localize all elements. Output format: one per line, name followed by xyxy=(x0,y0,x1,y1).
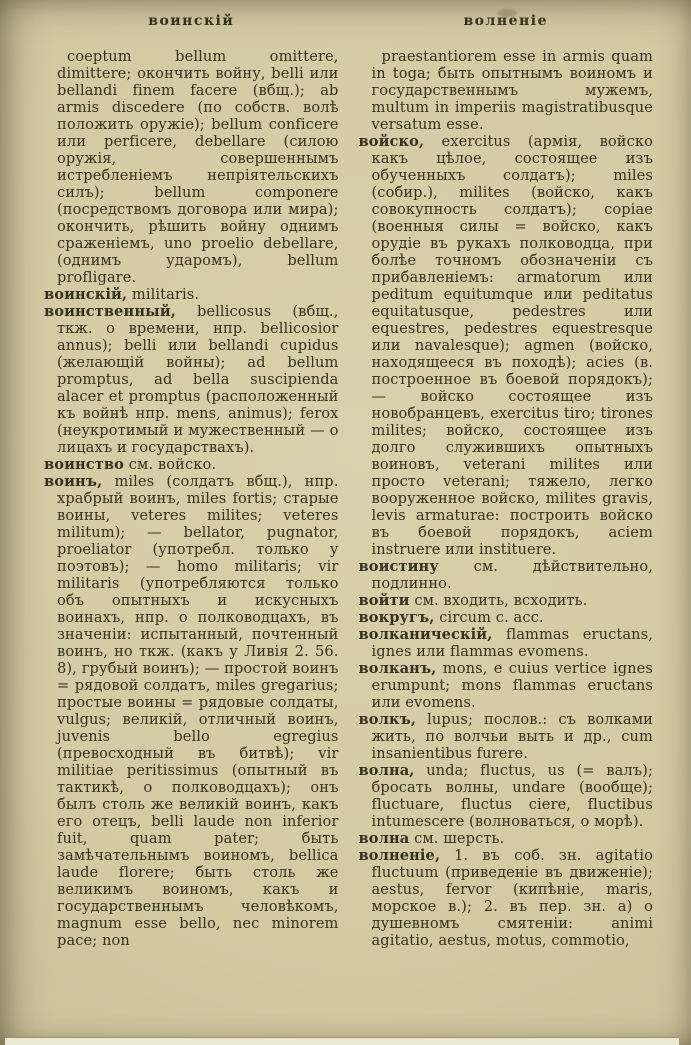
headword: войско, xyxy=(358,133,425,150)
dictionary-entry xyxy=(359,133,654,558)
dictionary-entry xyxy=(359,660,654,711)
entry-text: mons, e cuius vertice ignes erumpunt; mons flammas eructans или evomens. xyxy=(371,660,653,711)
column-right xyxy=(359,48,654,949)
running-heads xyxy=(0,0,691,29)
entry-text: см. дѣйствительно, подлинно. xyxy=(371,558,653,592)
entry-continuation xyxy=(359,48,654,133)
dictionary-entry xyxy=(44,286,339,303)
dictionary-entry xyxy=(359,711,654,762)
headword: волканъ, xyxy=(358,660,437,677)
headword: волненіе, xyxy=(358,847,441,864)
entry-text: см. шерсть. xyxy=(414,830,505,847)
dictionary-entry xyxy=(44,456,339,473)
entry-text: unda; fluctus, us (= валъ); бросать волны, undare (вообще); fluctuare, fluctus ciere, fluctibus intumescere (волноваться, о морѣ). xyxy=(371,762,653,830)
running-head-left: воинскій xyxy=(148,13,235,29)
entry-text: praestantiorem esse in armis quam in toga; быть опытнымъ воиномъ и государственнымъ мужемъ, multum in imperiis magistratibusque versatum esse. xyxy=(371,48,653,133)
dictionary-entry xyxy=(359,762,654,830)
entry-text: flammas eructans, ignes или flammas evomens. xyxy=(371,626,653,660)
headword: волна, xyxy=(358,762,415,779)
entry-text: militaris. xyxy=(131,286,200,303)
entry-text: miles (солдатъ вбщ.), нпр. храбрый воинъ, miles fortis; старые воины, veteres milites; veteres militum); — bellator, pugnator, proeliator (употребл. только у поэтовъ); — homo militaris; vir militaris (употребляются только объ опытныхъ и искусныхъ воинахъ, нпр. о полководцахъ, въ значеніи: испытанный, почтенный воинъ, но ткж. (какъ у Ливія 2. 56. 8), грубый воинъ); — простой воинъ = рядовой солдатъ, miles gregarius; простые воины = рядовые солдаты, vulgus; великій, отличный воинъ, juvenis bello egregius (превосходный въ битвѣ); vir militiae peritissimus (опытный въ тактикѣ, о полководцахъ); онъ былъ столь же великій воинъ, какъ его отецъ, belli laude non inferior fuit, quam pater; быть замѣчательнымъ воиномъ, bellica laude florere; быть столь же великимъ воиномъ, какъ и государственнымъ человѣкомъ, magnum esse bello, nec minorem pace; non xyxy=(57,473,339,949)
page-bottom-edge xyxy=(5,1037,679,1045)
headword: волна xyxy=(358,830,410,847)
dictionary-entry xyxy=(359,847,654,949)
dictionary-entry xyxy=(359,609,654,626)
entry-text: circum c. acc. xyxy=(439,609,544,626)
entry-text: bellicosus (вбщ., ткж. о времени, нпр. bellicosior annus); belli или bellandi cupidus (желающій войны); ad bellum promptus, ad bella suscipienda alacer et promptus (расположенный къ войнѣ нпр. mens, animus); ferox (неукротимый и мужественный — о лицахъ и государствахъ). xyxy=(57,303,339,456)
scan-smudge xyxy=(497,9,517,17)
headword: воистину xyxy=(358,558,439,575)
dictionary-entry xyxy=(359,592,654,609)
headword: вокругъ, xyxy=(358,609,435,626)
dictionary-entry xyxy=(44,303,339,456)
dictionary-entry xyxy=(359,626,654,660)
column-left xyxy=(44,48,339,949)
headword: воинственный, xyxy=(44,303,176,320)
entry-text: см. входить, всходить. xyxy=(414,592,588,609)
dictionary-entry xyxy=(44,473,339,949)
headword: волкъ, xyxy=(358,711,417,728)
entry-text: см. войско. xyxy=(128,456,217,473)
headword: воинъ, xyxy=(44,473,103,490)
headword: волканическій, xyxy=(358,626,493,643)
entry-text: coeptum bellum omittere, dimittere; окончить войну, belli или bellandi finem facere (вбщ.); ab armis discedere (по собств. волѣ положить оружіе); bellum conficere или perficere, debellare (силою оружія, совершеннымъ истребленіемъ непріятельскихъ силъ); bellum componere (посредствомъ договора или мира); окончить, рѣшить войну однимъ сраженіемъ, uno proelio debellare, (однимъ ударомъ), bellum profligare. xyxy=(57,48,339,286)
entry-text: exercitus (армія, войско какъ цѣлое, состоящее изъ обученныхъ солдатъ); miles (собир.), milites (войско, какъ совокупность солдатъ); copiae (военныя силы = войско, какъ орудіе въ рукахъ полководца, при болѣе точномъ обозначеніи съ прибавленіемъ: armatorum или peditum equitumque или peditatus equitatusque, pedestres или equestres, pedestres equestresque или navalesque); agmen (войско, находящееся въ походѣ); acies (в. построенное въ боевой порядокъ); — войско состоящее изъ новобранцевъ, exercitus tiro; tirones milites; войско, состоящее изъ долго служившихъ опытныхъ воиновъ, veterani milites или просто veterani; тяжело, легко вооруженное войско, milites gravis, levis armaturae: построить войско въ боевой порядокъ, aciem instruere или instituere. xyxy=(371,133,653,558)
dictionary-entry xyxy=(359,830,654,847)
entry-text: lupus; послов.: съ волками жить, по волчьи выть и др., cum insanientibus furere. xyxy=(371,711,653,762)
page-text-body xyxy=(0,48,691,949)
headword: войти xyxy=(358,592,410,609)
headword: воинство xyxy=(44,456,124,473)
entry-continuation xyxy=(44,48,339,286)
headword: воинскій, xyxy=(44,286,128,303)
running-head-right: волненіе xyxy=(463,13,549,29)
dictionary-entry xyxy=(359,558,654,592)
entry-text: 1. въ соб. зн. agitatio fluctuum (приведеніе въ движеніе); aestus, fervor (кипѣніе, maris, морское в.); 2. въ пер. зн. а) о душевномъ смятеніи: animi agitatio, aestus, motus, commotio, xyxy=(371,847,653,949)
